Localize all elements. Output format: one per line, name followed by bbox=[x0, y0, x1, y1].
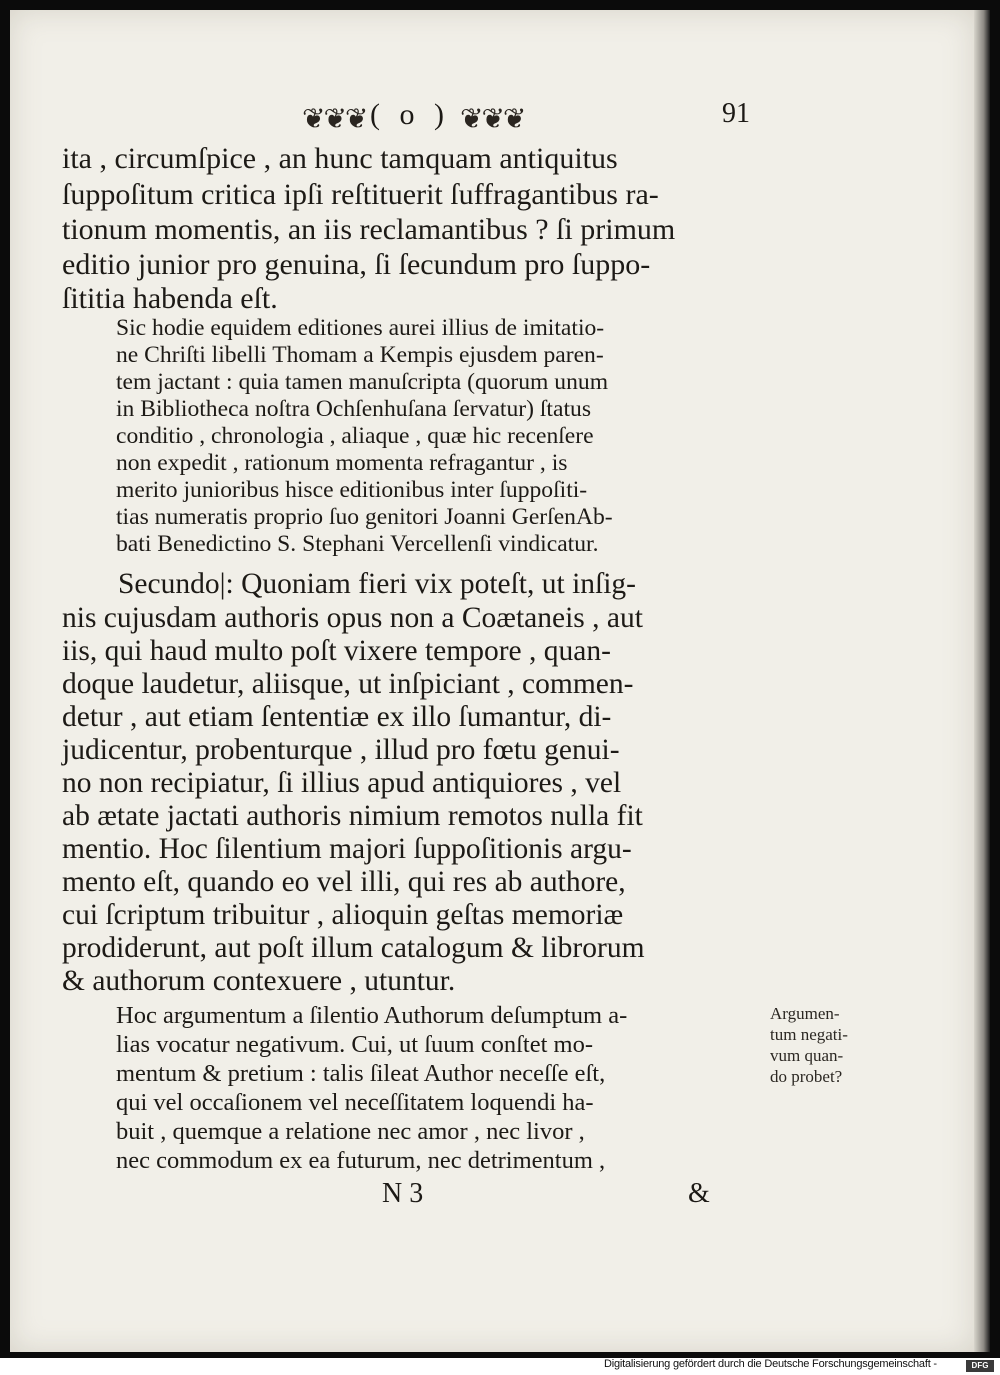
ornament-left: ❦❦❦ bbox=[302, 102, 367, 135]
page-number: 91 bbox=[722, 98, 750, 129]
note-line: merito junioribus hisce editionibus inter ſuppoſiti- bbox=[116, 477, 588, 503]
catchword: & bbox=[688, 1178, 710, 1209]
note-line: tias numeratis proprio ſuo genitori Joanni GerſenAb- bbox=[116, 504, 613, 530]
text-line: judicentur, probenturque , illud pro fœtu genui- bbox=[62, 734, 620, 766]
note-line: buit , quemque a relatione nec amor , nec livor , bbox=[116, 1118, 585, 1145]
note-line: ne Chriſti libelli Thomam a Kempis ejusdem paren- bbox=[116, 342, 604, 368]
note-line: qui vel occaſionem vel neceſſitatem loquendi ha- bbox=[116, 1089, 594, 1116]
text-line: cui ſcriptum tribuitur , alioquin geſtas memoriæ bbox=[62, 899, 624, 931]
margin-line: vum quan- bbox=[770, 1046, 844, 1065]
text-line: mentio. Hoc ſilentium majori ſuppoſitionis argu- bbox=[62, 833, 632, 865]
note-line: lias vocatur negativum. Cui, ut ſuum conſtet mo- bbox=[116, 1031, 593, 1058]
note-line: bati Benedictino S. Stephani Vercellenſi vindicatur. bbox=[116, 531, 599, 557]
note-line: mentum & pretium : talis ſileat Author neceſſe eſt, bbox=[116, 1060, 606, 1087]
text-line: mento eſt, quando eo vel illi, qui res ab authore, bbox=[62, 866, 626, 898]
note-line: conditio , chronologia , aliaque , quæ hic recenſere bbox=[116, 423, 594, 449]
text-line: Secundo|: Quoniam fieri vix poteſt, ut inſig- bbox=[118, 568, 636, 600]
text-line: prodiderunt, aut poſt illum catalogum & librorum bbox=[62, 932, 645, 964]
text-line: iis, qui haud multo poſt vixere tempore , quan- bbox=[62, 635, 611, 667]
signature-mark: N 3 bbox=[382, 1178, 424, 1209]
book-page bbox=[10, 10, 974, 1352]
margin-line: Argumen- bbox=[770, 1004, 840, 1023]
page-header bbox=[10, 98, 974, 142]
note-line: nec commodum ex ea futurum, nec detrimentum , bbox=[116, 1147, 606, 1174]
text-line: tionum momentis, an iis reclamantibus ? ſi primum bbox=[62, 213, 676, 246]
digitization-credit: Digitalisierung gefördert durch die Deutsche Forschungsgemeinschaft - bbox=[604, 1358, 937, 1370]
text-line: ita , circumſpice , an hunc tamquam antiquitus bbox=[62, 142, 618, 175]
margin-line: do probet? bbox=[770, 1067, 843, 1086]
text-line: ſititia habenda eſt. bbox=[62, 282, 278, 315]
page-footer-marks bbox=[10, 1178, 974, 1218]
text-line: editio junior pro genuina, ſi ſecundum pro ſuppo- bbox=[62, 248, 651, 281]
page-edge bbox=[974, 10, 990, 1352]
header-mark: ( o ) bbox=[370, 98, 450, 131]
ornament-right: ❦❦❦ bbox=[460, 102, 525, 135]
text-line: & authorum contexuere , utuntur. bbox=[62, 965, 456, 997]
text-line: detur , aut etiam ſententiæ ex illo ſumantur, di- bbox=[62, 701, 612, 733]
note-line: tem jactant : quia tamen manuſcripta (quorum unum bbox=[116, 369, 609, 395]
text-line: doque laudetur, aliisque, ut inſpiciant , commen- bbox=[62, 668, 634, 700]
text-line: ſuppoſitum critica ipſi reſtituerit ſuffragantibus ra- bbox=[62, 178, 659, 211]
text-line: ab ætate jactati authoris nimium remotos nulla fit bbox=[62, 800, 643, 832]
note-line: Sic hodie equidem editiones aurei illius de imitatio- bbox=[116, 315, 605, 341]
note-line: in Bibliotheca noſtra Ochſenhuſana ſervatur) ſtatus bbox=[116, 396, 591, 422]
text-line: no non recipiatur, ſi illius apud antiquiores , vel bbox=[62, 767, 622, 799]
text-line: nis cujusdam authoris opus non a Coætaneis , aut bbox=[62, 602, 643, 634]
margin-line: tum negati- bbox=[770, 1025, 848, 1044]
dfg-logo: DFG bbox=[966, 1360, 994, 1372]
note-line: Hoc argumentum a ſilentio Authorum deſumptum a- bbox=[116, 1002, 628, 1029]
note-line: non expedit , rationum momenta refragantur , is bbox=[116, 450, 568, 476]
